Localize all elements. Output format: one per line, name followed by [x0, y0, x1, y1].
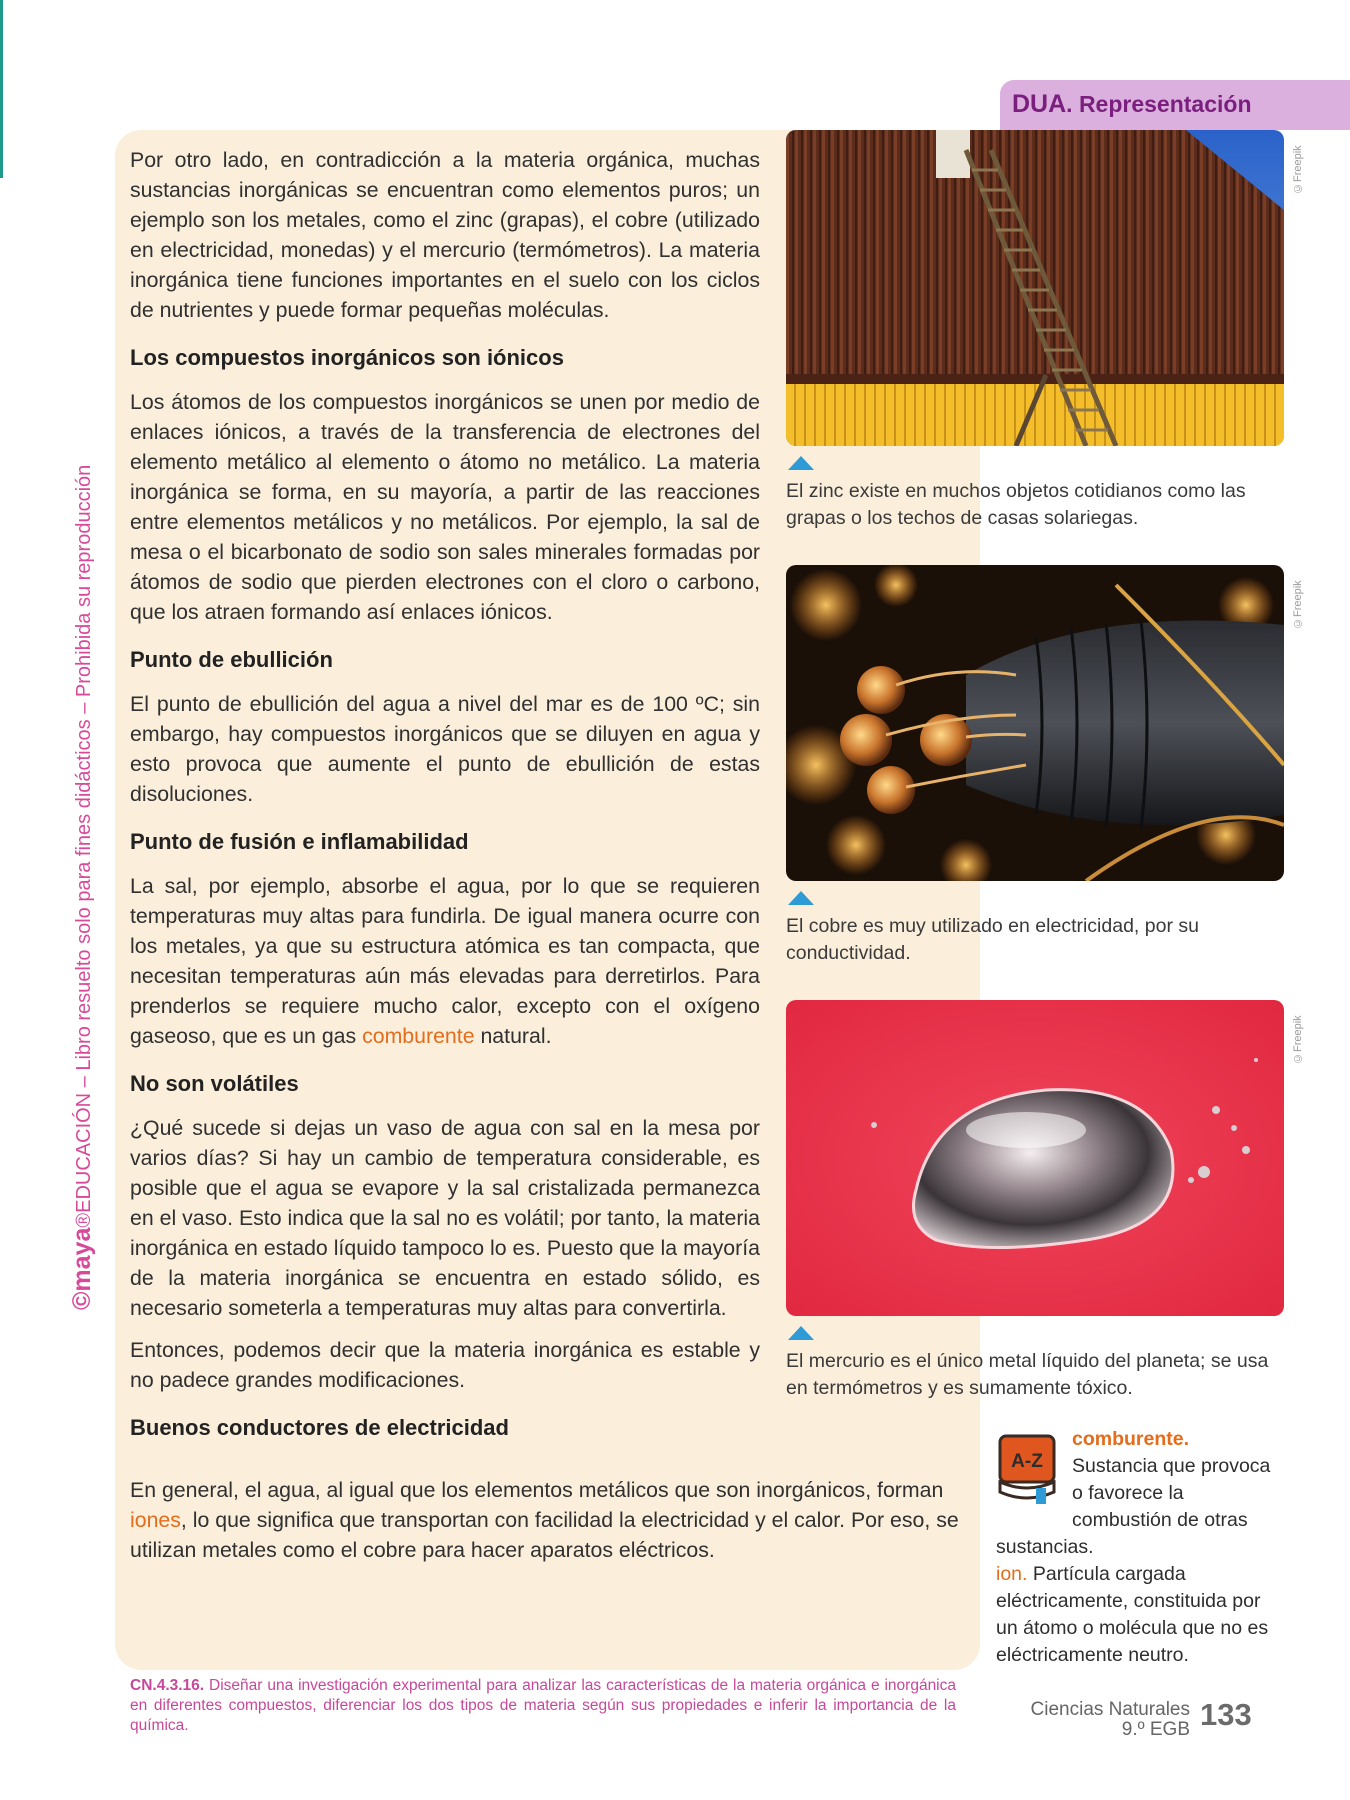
conductors-paragraph	[130, 1475, 962, 1565]
glossary-definition-ion: Partícula cargada eléctricamente, constituida por un átomo o molécula que no es eléctricamente neutro.	[996, 1563, 1269, 1666]
brand-name: ©maya	[68, 1227, 96, 1310]
curriculum-code: CN.4.3.16.	[130, 1677, 205, 1694]
fusion-text-end: natural.	[474, 1024, 552, 1048]
page-number: 133	[1200, 1697, 1252, 1732]
caption-marker-icon	[788, 456, 814, 470]
glossary-box	[996, 1426, 1280, 1669]
copyright-notice	[68, 464, 100, 1310]
curriculum-note	[130, 1676, 956, 1736]
photo-credit-1: ©Freepik	[1292, 145, 1304, 195]
volatile-paragraph: ¿Qué sucede si dejas un vaso de agua con sal en la mesa por varios días? Si hay un cambio de temperatura considerable, es posible que el agua se evapore y la sal cristalizada permanezca en el vaso. Esto indica que la sal no es volátil; por tanto, la materia inorgánica en estado líquido tampoco lo es. Puesto que la mayoría de la materia inorgánica se encuentra en estado sólido, es necesario someterla a temperaturas muy altas para convertirla.	[130, 1116, 760, 1320]
intro-paragraph: Por otro lado, en contradicción a la materia orgánica, muchas sustancias inorgánicas se encuentran como elementos puros; un ejemplo son los metales, como el zinc (grapas), el cobre (utilizado en electricidad, monedas) y el mercurio (termómetros). La materia inorgánica tiene funciones importantes en el suelo con los ciclos de nutrientes y puede formar pequeñas moléculas.	[130, 148, 760, 322]
conductors-text-end: , lo que significa que transportan con facilidad la electricidad y el calor. Por eso, se utilizan metales como el cobre para hacer aparatos eléctricos.	[130, 1508, 959, 1562]
conductors-text-start: En general, el agua, al igual que los elementos metálicos que son inorgánicos, forman	[130, 1478, 944, 1502]
boiling-paragraph: El punto de ebullición del agua a nivel del mar es de 100 ºC; sin embargo, hay compuestos inorgánicos que se diluyen en agua y esto provoca que aumente el punto de ebullición de estas disoluciones.	[130, 692, 760, 806]
dua-label: DUA	[1012, 90, 1067, 118]
volatile-conclusion: Entonces, podemos decir que la materia inorgánica es estable y no padece grandes modificaciones.	[130, 1338, 760, 1392]
grade-level: 9.º EGB	[1121, 1719, 1190, 1740]
subject-name: Ciencias Naturales	[1030, 1699, 1190, 1720]
caption-marker-icon	[788, 1326, 814, 1340]
dua-tab	[1000, 80, 1350, 130]
fusion-text-start: La sal, por ejemplo, absorbe el agua, por lo que se requieren temperaturas muy altas para fundirla. De igual manera ocurre con los metales, ya que su estructura atómica es tan compacta, que necesitan temperaturas aún más elevadas para derretirlos. Para prenderlos se requiere mucho calor, excepto con el oxígeno gaseoso, que es un gas	[130, 874, 760, 1048]
heading-volatile: No son volátiles	[130, 1071, 299, 1096]
dictionary-icon	[996, 1434, 1058, 1506]
main-column	[130, 145, 760, 1457]
zinc-roof-photo	[786, 130, 1284, 446]
glossary-link-comburente[interactable]: comburente	[362, 1024, 475, 1048]
photo-credit-3: ©Freepik	[1292, 1015, 1304, 1065]
glossary-term-comburente: comburente.	[1072, 1428, 1190, 1450]
caption-marker-icon	[788, 891, 814, 905]
mercury-drop-photo	[786, 1000, 1284, 1316]
heading-conductors: Buenos conductores de electricidad	[130, 1415, 509, 1440]
photo-credit-2: ©Freepik	[1292, 580, 1304, 630]
copyright-text: ®EDUCACIÓN – Libro resuelto solo para fines didácticos – Prohibida su reproducción	[73, 464, 95, 1228]
curriculum-text: Diseñar una investigación experimental para analizar las características de la materia orgánica e inorgánica en diferentes compuestos, diferenciar los dos tipos de materia según sus propiedades e inferir la importancia de la química.	[130, 1677, 956, 1734]
top-accent-bar	[0, 0, 3, 178]
glossary-link-iones[interactable]: iones	[130, 1508, 181, 1532]
caption-zinc: El zinc existe en muchos objetos cotidianos como las grapas o los techos de casas solariegas.	[786, 480, 1246, 529]
glossary-term-ion: ion.	[996, 1563, 1028, 1585]
heading-boiling: Punto de ebullición	[130, 647, 333, 672]
az-icon-text: A-Z	[1011, 1451, 1043, 1472]
glossary-entry-ion	[996, 1561, 1280, 1669]
page-subject	[1012, 1700, 1190, 1740]
heading-ionic: Los compuestos inorgánicos son iónicos	[130, 345, 564, 370]
ionic-paragraph: Los átomos de los compuestos inorgánicos se unen por medio de enlaces iónicos, a través de la transferencia de electrones del elemento metálico al elemento o átomo no metálico. La materia inorgánica se forma, en su mayoría, a partir de las reacciones entre elementos metálicos y no metálicos. Por ejemplo, la sal de mesa o el bicarbonato de sodio son sales minerales formadas por átomos de sodio que pierden electrones con el cloro o carbono, que los atraen formando así enlaces iónicos.	[130, 390, 760, 624]
caption-copper: El cobre es muy utilizado en electricidad, por su conductividad.	[786, 915, 1199, 964]
fusion-paragraph	[130, 871, 760, 1051]
caption-mercury: El mercurio es el único metal líquido del planeta; se usa en termómetros y es sumamente tóxico.	[786, 1350, 1269, 1399]
conductors-block	[130, 1475, 962, 1565]
glossary-definition-comburente: Sustancia que provoca o favorece la combustión de otras sustancias.	[996, 1455, 1271, 1558]
copper-cable-photo	[786, 565, 1284, 881]
heading-fusion: Punto de fusión e inflamabilidad	[130, 829, 469, 854]
dua-subtitle: . Representación	[1066, 91, 1252, 117]
